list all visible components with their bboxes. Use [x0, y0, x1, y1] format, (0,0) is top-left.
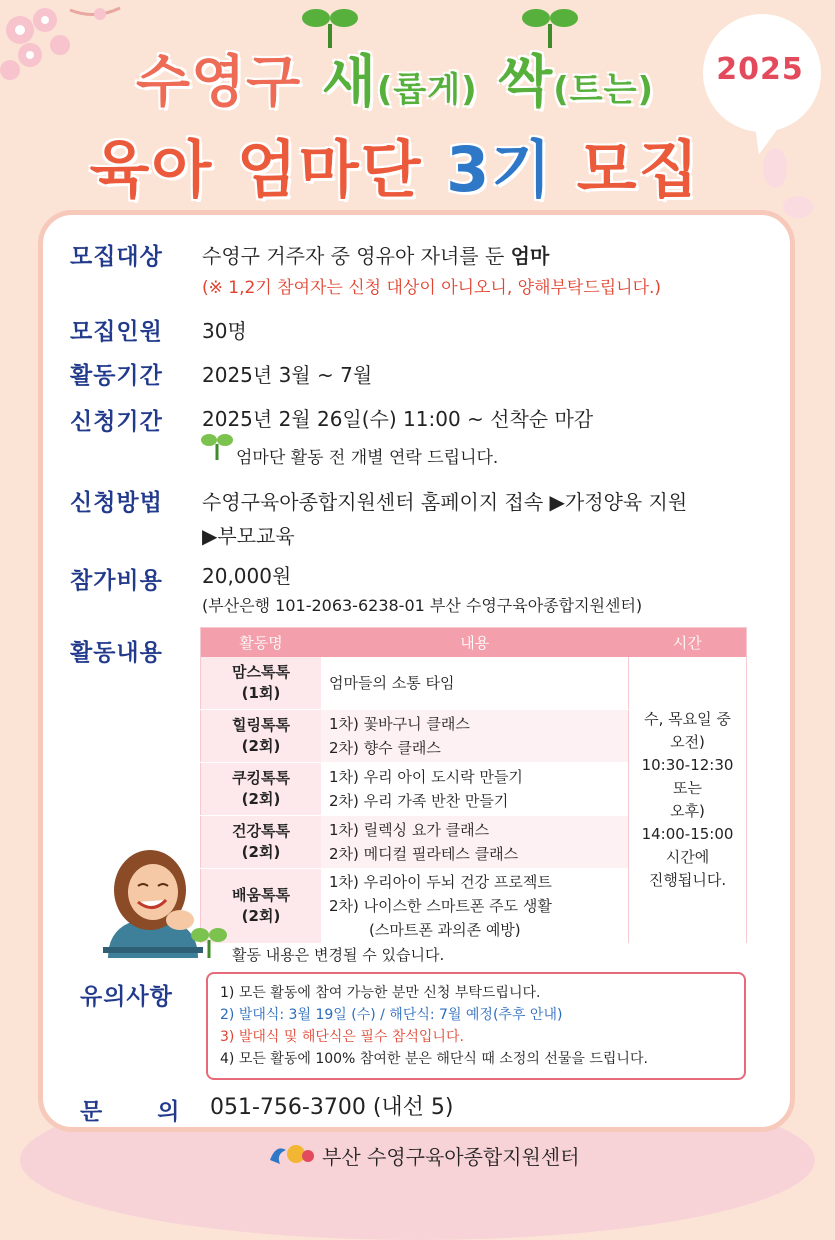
method-line-1: 수영구육아종합지원센터 홈페이지 접속 ▶가정양육 지원 [202, 490, 688, 514]
notice-item: 1) 모든 활동에 참여 가능한 분만 신청 부탁드립니다. [220, 985, 541, 1001]
count-label: 모집인원 [70, 319, 163, 345]
time-line: 수, 목요일 중 [644, 709, 731, 728]
contact-value: 051-756-3700 (내선 5) [210, 1095, 454, 1120]
table-header: 활동명 [201, 628, 322, 658]
time-line: 오후) [670, 801, 705, 820]
content-line: 1차) 우리 아이 도시락 만들기 [329, 767, 523, 786]
title-prefix: 수영구 [135, 50, 322, 115]
sprout-icon [190, 924, 228, 958]
notice-box [206, 972, 746, 1080]
target-label: 모집대상 [70, 244, 163, 270]
fee-value: 20,000원 [202, 564, 292, 588]
time-line: 시간에 [665, 847, 710, 866]
content-line: 1차) 꽃바구니 클래스 [329, 714, 470, 733]
title-sae: 새 [321, 50, 377, 115]
apply-period-value: 2025년 2월 26일(수) 11:00 ~ 선착순 마감 [202, 407, 594, 431]
activity-name [201, 762, 322, 815]
decor-dot [783, 196, 813, 218]
center-logo-icon [266, 1140, 316, 1168]
title-sae-paren: (롭게) [376, 70, 478, 110]
activity-name [201, 709, 322, 762]
method-line-2: ▶부모교육 [202, 524, 295, 548]
apply-period-note: 엄마단 활동 전 개별 연락 드립니다. [236, 448, 499, 468]
count-value: 30명 [202, 319, 247, 343]
table-header: 시간 [629, 628, 747, 658]
activity-name [201, 657, 322, 709]
title-ssak-paren: (트는) [553, 70, 655, 110]
time-line: 또는 [673, 778, 702, 797]
activity-count: (2회) [241, 842, 281, 861]
org-name: 부산 수영구육아종합지원센터 [322, 1145, 580, 1169]
activity-count: (2회) [241, 906, 281, 925]
activity-name [201, 815, 322, 868]
activity-content [321, 815, 629, 868]
content-line: 엄마들의 소통 타임 [329, 673, 455, 692]
content-line: 1차) 우리아이 두뇌 건강 프로젝트 [329, 872, 552, 891]
activity-count: (2회) [241, 789, 281, 808]
content-line: 2차) 메디컬 필라테스 클래스 [329, 844, 519, 863]
activity-name-line: 배움톡톡 [232, 885, 290, 904]
title-line-1 [70, 38, 720, 118]
activity-name-line: 맘스톡톡 [232, 662, 290, 681]
notice-item: 4) 모든 활동에 100% 참여한 분은 해단식 때 소정의 선물을 드립니다. [220, 1051, 648, 1067]
fee-label: 참가비용 [70, 568, 163, 594]
activity-label: 활동내용 [70, 640, 163, 666]
title2-number: 3기 [446, 133, 554, 206]
fee-account: (부산은행 101-2063-6238-01 부산 수영구육아종합지원센터) [202, 596, 643, 615]
sprout-icon [300, 4, 360, 48]
time-line: 오전) [670, 732, 705, 751]
contact-label: 문 의 [80, 1099, 181, 1125]
content-line: (스마트폰 과의존 예방) [369, 920, 521, 939]
activity-count: (2회) [241, 736, 281, 755]
activity-name-line: 건강톡톡 [232, 821, 290, 840]
activity-content [321, 657, 629, 709]
content-line: 2차) 향수 클래스 [329, 738, 441, 757]
title-line-2 [70, 120, 720, 209]
title-ssak: 싹 [477, 50, 554, 115]
sprout-icon [200, 430, 234, 460]
year-badge: 2025 [716, 52, 804, 87]
time-line: 14:00-15:00 [641, 824, 734, 843]
sprout-icon [520, 4, 580, 48]
table-header: 내용 [321, 628, 629, 658]
method-label: 신청방법 [70, 490, 163, 516]
notice-item: 2) 발대식: 3월 19일 (수) / 해단식: 7월 예정(추후 안내) [220, 1007, 563, 1023]
activity-content [321, 868, 629, 943]
title2-prefix: 육아 엄마단 [89, 133, 447, 206]
table-header-row [201, 628, 747, 658]
target-text: 수영구 거주자 중 영유아 자녀를 둔 [202, 244, 511, 268]
table-row [201, 657, 747, 709]
activity-name-line: 쿠킹톡톡 [232, 768, 290, 787]
target-bold: 엄마 [510, 244, 550, 268]
notice-label: 유의사항 [80, 984, 173, 1010]
time-line: 진행됩니다. [648, 870, 727, 889]
content-line: 2차) 나이스한 스마트폰 주도 생활 [329, 896, 552, 915]
activity-table [200, 627, 747, 944]
activity-content [321, 709, 629, 762]
activity-time [629, 657, 747, 943]
content-line: 1차) 릴렉싱 요가 클래스 [329, 820, 490, 839]
activity-footnote: 활동 내용은 변경될 수 있습니다. [232, 946, 445, 964]
activity-content [321, 762, 629, 815]
title2-suffix: 모집 [553, 133, 701, 206]
activity-count: (1회) [241, 683, 281, 702]
target-note: (※ 1,2기 참여자는 신청 대상이 아니오니, 양해부탁드립니다.) [202, 278, 662, 298]
period-value: 2025년 3월 ~ 7월 [202, 363, 373, 387]
period-label: 활동기간 [70, 363, 163, 389]
time-line: 10:30-12:30 [641, 755, 734, 774]
notice-item: 3) 발대식 및 해단식은 필수 참석입니다. [220, 1029, 464, 1045]
content-line: 2차) 우리 가족 반찬 만들기 [329, 791, 509, 810]
target-value [202, 240, 549, 269]
apply-period-label: 신청기간 [70, 409, 163, 435]
activity-name-line: 힐링톡톡 [232, 715, 290, 734]
